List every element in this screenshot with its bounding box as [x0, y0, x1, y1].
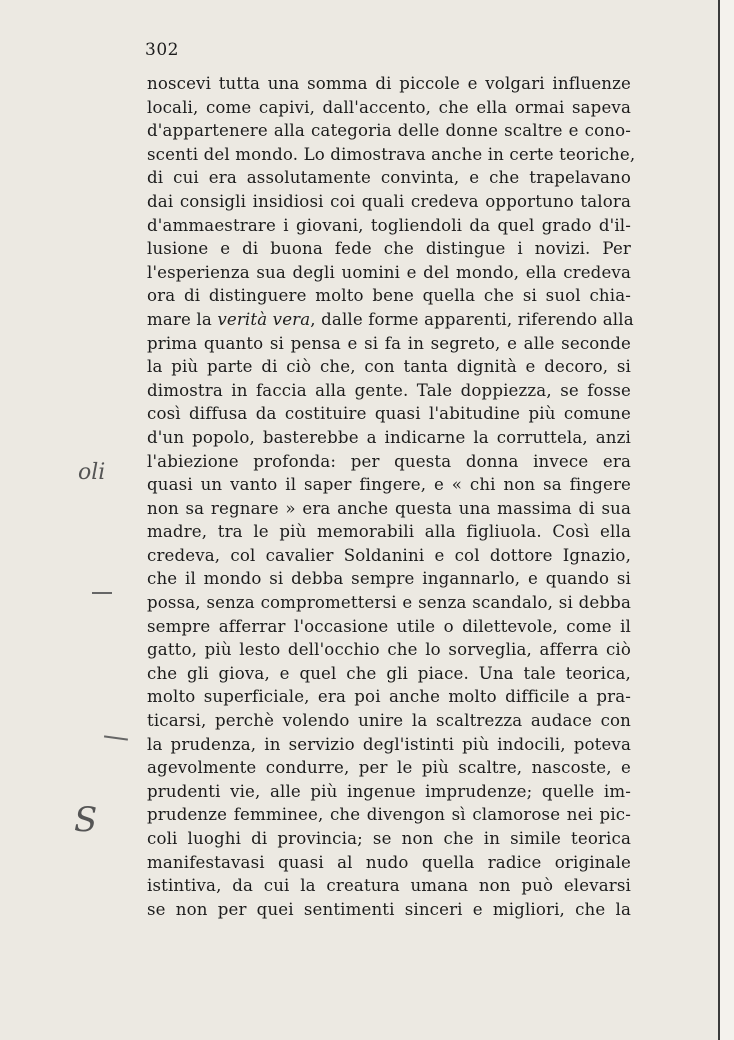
text-line: l'esperienza sua degli uomini e del mondo, ella credeva [147, 262, 631, 282]
page-edge-light [720, 0, 734, 1040]
italic-phrase: verità vera [217, 309, 311, 329]
text-line: quasi un vanto il saper fingere, e « chi non sa fingere [147, 475, 631, 495]
page-number: 302 [145, 40, 179, 60]
text-line: l'abiezione profonda: per questa donna invece era [147, 451, 631, 471]
text-line: la più parte di ciò che, con tanta dignità e decoro, si [147, 357, 631, 377]
text-line: d'appartenere alla categoria delle donne scaltre e cono- [147, 121, 631, 141]
text-line: istintiva, da cui la creatura umana non può elevarsi [147, 876, 631, 896]
text-line: d'un popolo, basterebbe a indicarne la corruttela, anzi [147, 427, 631, 447]
text-line: noscevi tutta una somma di piccole e volgari influenze [147, 74, 631, 93]
margin-dash-1 [92, 592, 112, 594]
text-line: se non per quei sentimenti sinceri e migliori, che la [147, 899, 631, 919]
text-line: che gli giova, e quel che gli piace. Una tale teorica, [147, 663, 631, 683]
text-line: dimostra in faccia alla gente. Tale doppiezza, se fosse [147, 380, 631, 400]
text-line: coli luoghi di provincia; se non che in simile teorica [147, 829, 631, 848]
text-line: locali, come capivi, dall'accento, che ella ormai sapeva [147, 97, 631, 117]
text-line: credeva, col cavalier Soldanini e col dottore Ignazio, [147, 545, 631, 565]
text-line: madre, tra le più memorabili alla figliuola. Così ella [147, 522, 631, 542]
text-line: mare la verità vera, dalle forme apparenti, riferendo alla [147, 309, 634, 329]
text-line: molto superficiale, era poi anche molto difficile a pra- [147, 687, 631, 707]
text-line: ticarsi, perchè volendo unire la scaltrezza audace con [147, 711, 631, 731]
page-edge-line [718, 0, 720, 1040]
text-line: gatto, più lesto dell'occhio che lo sorveglia, afferra ciò [147, 640, 631, 660]
text-line: sempre afferrar l'occasione utile o dilettevole, come il [147, 616, 631, 636]
margin-note-s: S [74, 800, 98, 840]
text-line: così diffusa da costituire quasi l'abitudine più comune [147, 404, 631, 424]
text-line: prudenze femminee, che divengon sì clamorose nei pic- [147, 805, 631, 825]
text-line: manifestavasi quasi al nudo quella radice originale [147, 852, 631, 872]
text-line: dai consigli insidiosi coi quali credeva opportuno talora [147, 191, 631, 211]
text-line: prudenti vie, alle più ingenue imprudenze; quelle im- [147, 781, 631, 801]
text-line: che il mondo si debba sempre ingannarlo, e quando si [147, 569, 631, 589]
margin-dash-2 [104, 735, 128, 740]
text-line: agevolmente condurre, per le più scaltre, nascoste, e [147, 758, 631, 778]
body-text [147, 72, 636, 921]
text-line: lusione e di buona fede che distingue i novizi. Per [147, 239, 631, 259]
text-line: la prudenza, in servizio degl'istinti più indocili, poteva [147, 734, 631, 754]
text-line: prima quanto si pensa e si fa in segreto, e alle seconde [147, 333, 631, 353]
text-line: non sa regnare » era anche questa una massima di sua [147, 498, 631, 518]
text-line: di cui era assolutamente convinta, e che trapelavano [147, 168, 631, 188]
text-line: possa, senza compromettersi e senza scandalo, si debba [147, 593, 631, 613]
text-line: scenti del mondo. Lo dimostrava anche in certe teoriche, [147, 144, 636, 164]
margin-note-oli: oli [78, 460, 106, 485]
text-line: ora di distinguere molto bene quella che si suol chia- [147, 286, 631, 306]
text-line: d'ammaestrare i giovani, togliendoli da quel grado d'il- [147, 215, 631, 235]
